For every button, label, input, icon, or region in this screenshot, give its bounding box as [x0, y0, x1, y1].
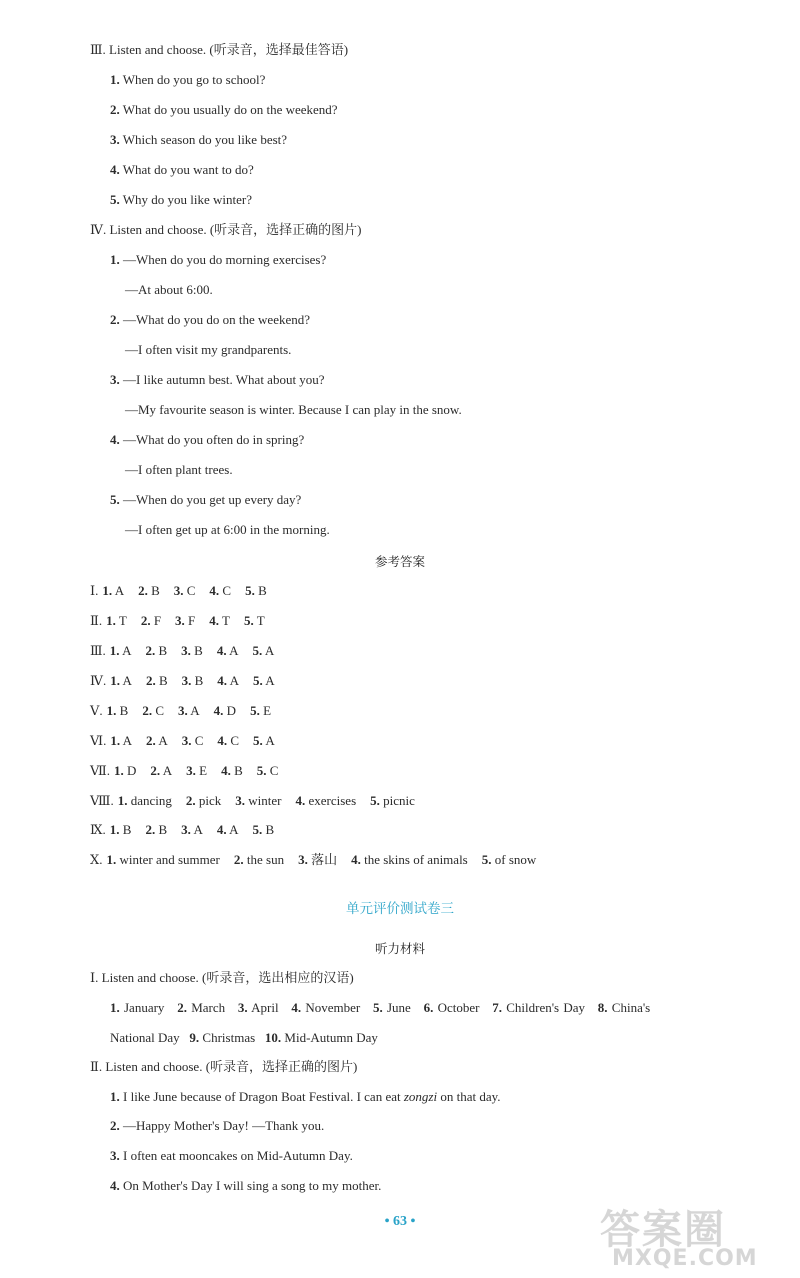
list-item: National Day 9. Christmas 10. Mid-Autumn Day [110, 1030, 378, 1045]
section-3-title: Ⅲ. Listen and choose. (听录音，选择最佳答语) [90, 42, 349, 57]
dialogue-answer: —At about 6:00. [125, 282, 213, 297]
dialogue-question: 3. —I like autumn best. What about you? [110, 372, 325, 387]
list-item: 1. January 2. March 3. April 4. November 5. June 6. October 7. Children's Day 8. China's [110, 1000, 651, 1015]
section-1-title: Ⅰ. Listen and choose. (听录音，选出相应的汉语) [90, 970, 354, 985]
dialogue-answer: —I often plant trees. [125, 462, 233, 477]
list-item: 1. I like June because of Dragon Boat Festival. I can eat zongzi on that day. [110, 1089, 501, 1104]
list-item: 2. —Happy Mother's Day! —Thank you. [110, 1118, 325, 1133]
watermark-logo: 答案圈 [600, 1207, 726, 1253]
answer-row: Ⅶ. 1. D 2. A 3. E 4. B 5. C [90, 763, 279, 778]
answer-row: Ⅰ. 1. A 2. B 3. C 4. C 5. B [90, 583, 267, 598]
watermark-url: MXQE.COM [612, 1246, 758, 1271]
dialogue-answer: —My favourite season is winter. Because I can play in the snow. [125, 402, 462, 417]
answers-title: 参考答案 [374, 554, 425, 569]
list-item: 4. What do you want to do? [110, 162, 254, 177]
answer-row: Ⅲ. 1. A 2. B 3. B 4. A 5. A [90, 643, 275, 658]
dialogue-answer: —I often get up at 6:00 in the morning. [125, 522, 330, 537]
answer-row: Ⅳ. 1. A 2. B 3. B 4. A 5. A [90, 673, 275, 688]
dialogue-answer: —I often visit my grandparents. [125, 342, 292, 357]
dialogue-question: 1. —When do you do morning exercises? [110, 252, 327, 267]
dialogue-question: 2. —What do you do on the weekend? [110, 312, 311, 327]
answer-row: Ⅴ. 1. B 2. C 3. A 4. D 5. E [90, 703, 272, 718]
unit-title: 单元评价测试卷三 [346, 901, 454, 917]
list-item: 3. I often eat mooncakes on Mid-Autumn Day. [110, 1148, 353, 1163]
answer-row: Ⅸ. 1. B 2. B 3. A 4. A 5. B [90, 822, 275, 837]
answer-row: Ⅹ. 1. winter and summer 2. the sun 3. 落山 4. the skins of animals 5. of snow [90, 852, 537, 867]
dialogue-question: 5. —When do you get up every day? [110, 492, 302, 507]
list-item: 5. Why do you like winter? [110, 192, 253, 207]
unit-subtitle: 听力材料 [374, 941, 425, 956]
dialogue-question: 4. —What do you often do in spring? [110, 432, 305, 447]
list-item: 2. What do you usually do on the weekend? [110, 102, 338, 117]
page-number: • 63 • [384, 1214, 416, 1229]
list-item: 1. When do you go to school? [110, 72, 266, 87]
list-item: 4. On Mother's Day I will sing a song to my mother. [110, 1178, 382, 1193]
list-item: 3. Which season do you like best? [110, 132, 288, 147]
answer-row: Ⅷ. 1. dancing 2. pick 3. winter 4. exercises 5. picnic [90, 793, 415, 808]
section-2-title: Ⅱ. Listen and choose. (听录音，选择正确的图片) [90, 1059, 358, 1074]
answer-row: Ⅱ. 1. T 2. F 3. F 4. T 5. T [90, 613, 265, 628]
section-4-title: Ⅳ. Listen and choose. (听录音，选择正确的图片) [90, 222, 362, 237]
answer-row: Ⅵ. 1. A 2. A 3. C 4. C 5. A [90, 733, 275, 748]
